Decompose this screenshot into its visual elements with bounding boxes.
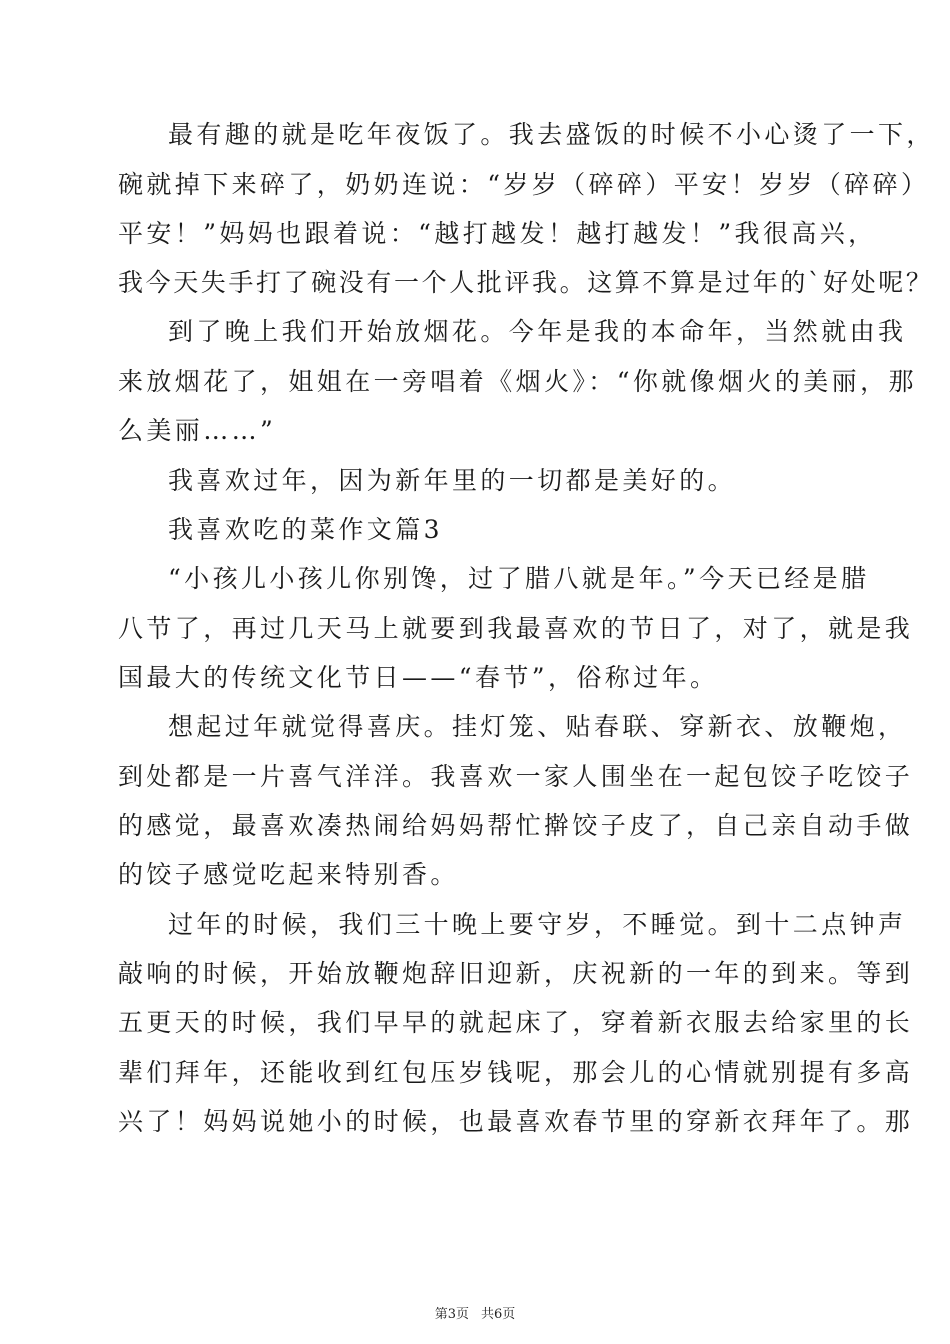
text-line: 敲响的时候，开始放鞭炮辞旧迎新，庆祝新的一年的到来。等到 (118, 959, 914, 988)
page-footer (0, 1307, 950, 1323)
page-number: 第3页 (434, 1307, 469, 1322)
text-line: 最有趣的就是吃年夜饭了。我去盛饭的时候不小心烫了一下， (168, 120, 935, 149)
text-line: 国最大的传统文化节日——“春节”，俗称过年。 (118, 663, 719, 692)
text-line: 我今天失手打了碗没有一个人批评我。这算不算是过年的`好处呢？ (118, 268, 934, 297)
text-line: 到了晚上我们开始放烟花。今年是我的本命年，当然就由我 (168, 317, 907, 346)
text-line: 碗就掉下来碎了，奶奶连说：“岁岁（碎碎）平安！岁岁（碎碎） (118, 170, 930, 199)
text-line: 辈们拜年，还能收到红包压岁钱呢，那会儿的心情就别提有多高 (118, 1058, 914, 1087)
text-line: 我喜欢过年，因为新年里的一切都是美好的。 (168, 466, 737, 495)
section-heading: 我喜欢吃的菜作文篇3 (168, 515, 443, 544)
text-line: 想起过年就觉得喜庆。挂灯笼、贴春联、穿新衣、放鞭炮， (168, 712, 907, 741)
text-line: 兴了！妈妈说她小的时候，也最喜欢春节里的穿新衣拜年了。那 (118, 1107, 914, 1136)
text-line: “小孩儿小孩儿你别馋，过了腊八就是年。”今天已经是腊 (168, 564, 870, 593)
text-line: 五更天的时候，我们早早的就起床了，穿着新衣服去给家里的长 (118, 1008, 914, 1037)
text-line: 八节了，再过几天马上就要到我最喜欢的节日了，对了，就是我 (118, 614, 914, 643)
text-line: 过年的时候，我们三十晚上要守岁，不睡觉。到十二点钟声 (168, 910, 907, 939)
text-line: 来放烟花了，姐姐在一旁唱着《烟火》：“你就像烟火的美丽，那 (118, 367, 917, 396)
text-line: 的感觉，最喜欢凑热闹给妈妈帮忙擀饺子皮了，自己亲自动手做 (118, 811, 914, 840)
text-line: 的饺子感觉吃起来特别香。 (118, 860, 459, 889)
page-total: 共6页 (481, 1307, 516, 1322)
text-line: 平安！”妈妈也跟着说：“越打越发！越打越发！”我很高兴， (118, 219, 877, 248)
text-line: 到处都是一片喜气洋洋。我喜欢一家人围坐在一起包饺子吃饺子 (118, 762, 914, 791)
text-line: 么美丽……” (118, 416, 277, 445)
